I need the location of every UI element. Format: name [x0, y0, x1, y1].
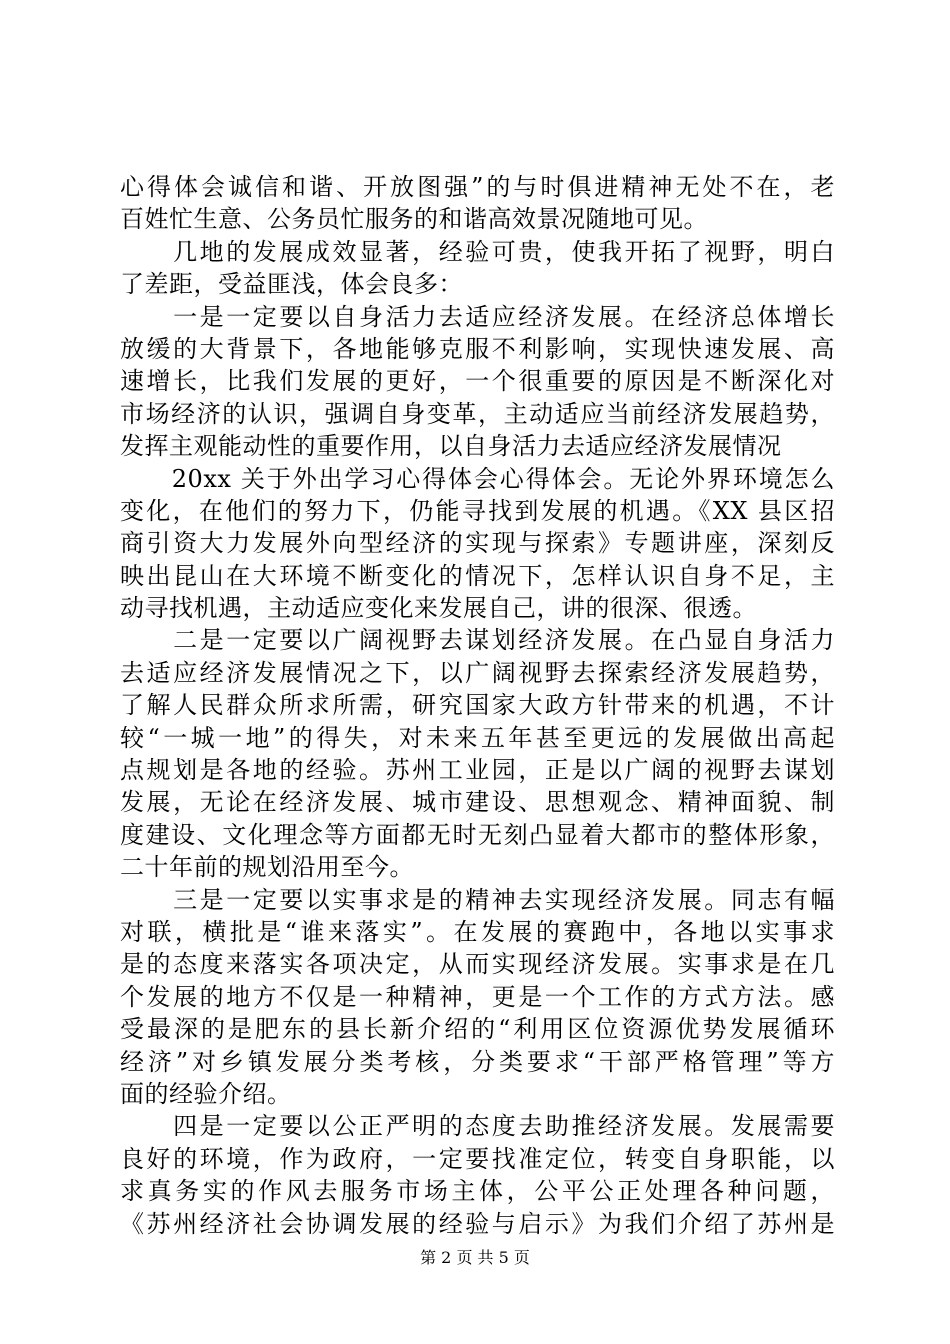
body-text — [120, 171, 835, 1240]
text-line: 去适应经济发展情况之下，以广阔视野去探索经济发展趋势， — [120, 658, 835, 687]
text-line: 二是一定要以广阔视野去谋划经济发展。在凸显自身活力 — [120, 626, 835, 655]
text-line: 点规划是各地的经验。苏州工业园，正是以广阔的视野去谋划 — [120, 756, 835, 785]
text-line: 百姓忙生意、公务员忙服务的和谐高效景况随地可见。 — [120, 205, 708, 234]
text-line: 《苏州经济社会协调发展的经验与启示》为我们介绍了苏州是 — [120, 1209, 835, 1238]
text-line: 变化，在他们的努力下，仍能寻找到发展的机遇。《XX 县区招 — [120, 496, 835, 525]
text-line: 经济”对乡镇发展分类考核，分类要求“干部严格管理”等方 — [120, 1047, 835, 1076]
text-line: 了解人民群众所求所需，研究国家大政方针带来的机遇，不计 — [120, 691, 835, 720]
text-line: 四是一定要以公正严明的态度去助推经济发展。发展需要 — [120, 1112, 835, 1141]
text-line: 是的态度来落实各项决定，从而实现经济发展。实事求是在几 — [120, 950, 835, 979]
text-line: 三是一定要以实事求是的精神去实现经济发展。同志有幅 — [120, 885, 835, 914]
text-line: 发展，无论在经济发展、城市建设、思想观念、精神面貌、制 — [120, 788, 835, 817]
text-line: 二十年前的规划沿用至今。 — [120, 853, 414, 882]
page-footer: 第 2 页 共 5 页 — [420, 1248, 530, 1267]
text-line: 了差距，受益匪浅，体会良多： — [120, 270, 463, 299]
text-line: 商引资大力发展外向型经济的实现与探索》专题讲座，深刻反 — [120, 529, 835, 558]
text-line: 20xx 关于外出学习心得体会心得体会。无论外界环境怎么 — [120, 464, 835, 493]
text-line: 映出昆山在大环境不断变化的情况下，怎样认识自身不足，主 — [120, 561, 835, 590]
text-line: 面的经验介绍。 — [120, 1079, 292, 1108]
text-line: 放缓的大背景下，各地能够克服不利影响，实现快速发展、高 — [120, 334, 835, 363]
text-line: 市场经济的认识，强调自身变革，主动适应当前经济发展趋势， — [120, 399, 835, 428]
text-line: 心得体会诚信和谐、开放图强”的与时俱进精神无处不在，老 — [120, 173, 835, 201]
text-line: 个发展的地方不仅是一种精神，更是一个工作的方式方法。感 — [120, 982, 835, 1011]
text-line: 发挥主观能动性的重要作用，以自身活力去适应经济发展情况 — [120, 432, 782, 461]
text-line: 动寻找机遇，主动适应变化来发展自己，讲的很深、很透。 — [120, 594, 757, 623]
text-line: 度建设、文化理念等方面都无时无刻凸显着大都市的整体形象， — [120, 820, 835, 849]
text-line: 一是一定要以自身活力去适应经济发展。在经济总体增长 — [120, 302, 835, 331]
text-line: 受最深的是肥东的县长新介绍的“利用区位资源优势发展循环 — [120, 1015, 835, 1044]
text-line: 良好的环境，作为政府，一定要找准定位，转变自身职能，以 — [120, 1144, 835, 1173]
text-line: 对联，横批是“谁来落实”。在发展的赛跑中，各地以实事求 — [120, 917, 835, 946]
text-line: 较“一城一地”的得失，对未来五年甚至更远的发展做出高起 — [120, 723, 835, 752]
text-line: 几地的发展成效显著，经验可贵，使我开拓了视野，明白 — [120, 237, 835, 266]
text-line: 速增长，比我们发展的更好，一个很重要的原因是不断深化对 — [120, 367, 835, 396]
text-line: 求真务实的作风去服务市场主体，公平公正处理各种问题， — [120, 1177, 835, 1206]
